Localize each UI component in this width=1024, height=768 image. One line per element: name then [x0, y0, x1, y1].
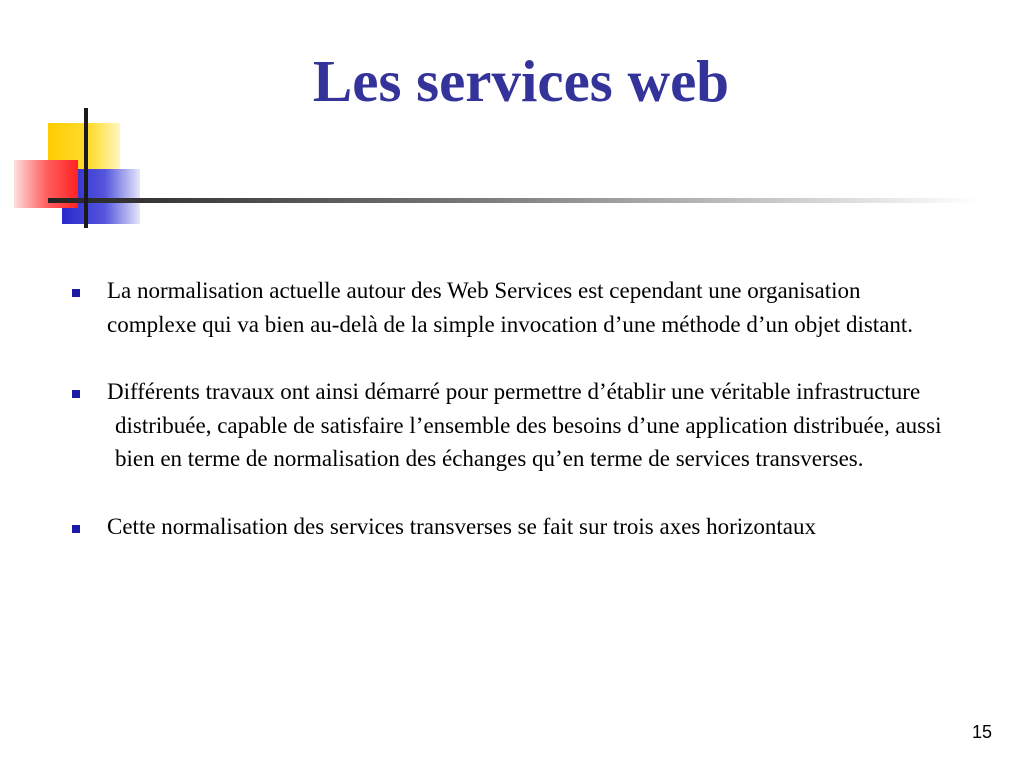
list-item	[72, 274, 1002, 341]
bullet-text: Différents travaux ont ainsi démarré pour permettre d’établir une véritable infrastructure distribuée, capable de satisfaire l’ensemble des besoins d’une application distribuée, aussi bien en terme de normalisation des échanges qu’en terme de services transverses.	[107, 379, 942, 471]
page-number: 15	[971, 722, 992, 742]
list-item	[72, 375, 1002, 476]
decorative-graphic	[0, 0, 1024, 240]
red-square	[14, 160, 78, 208]
bullet-text: La normalisation actuelle autour des Web Services est cependant une organisation complexe qui va bien au-delà de la simple invocation d’une méthode d’un objet distant.	[107, 278, 914, 337]
title-underline	[48, 198, 978, 203]
yellow-square	[48, 123, 120, 199]
list-item	[72, 510, 1002, 544]
slide-title: Les services web	[312, 48, 730, 114]
bullet-list	[72, 274, 1002, 577]
square-bullet-icon	[72, 390, 80, 398]
blue-square	[62, 169, 140, 224]
bullet-text: Cette normalisation des services transverses se fait sur trois axes horizontaux	[107, 513, 816, 539]
square-bullet-icon	[72, 525, 80, 533]
square-bullet-icon	[72, 289, 80, 297]
vertical-rule	[84, 108, 88, 228]
